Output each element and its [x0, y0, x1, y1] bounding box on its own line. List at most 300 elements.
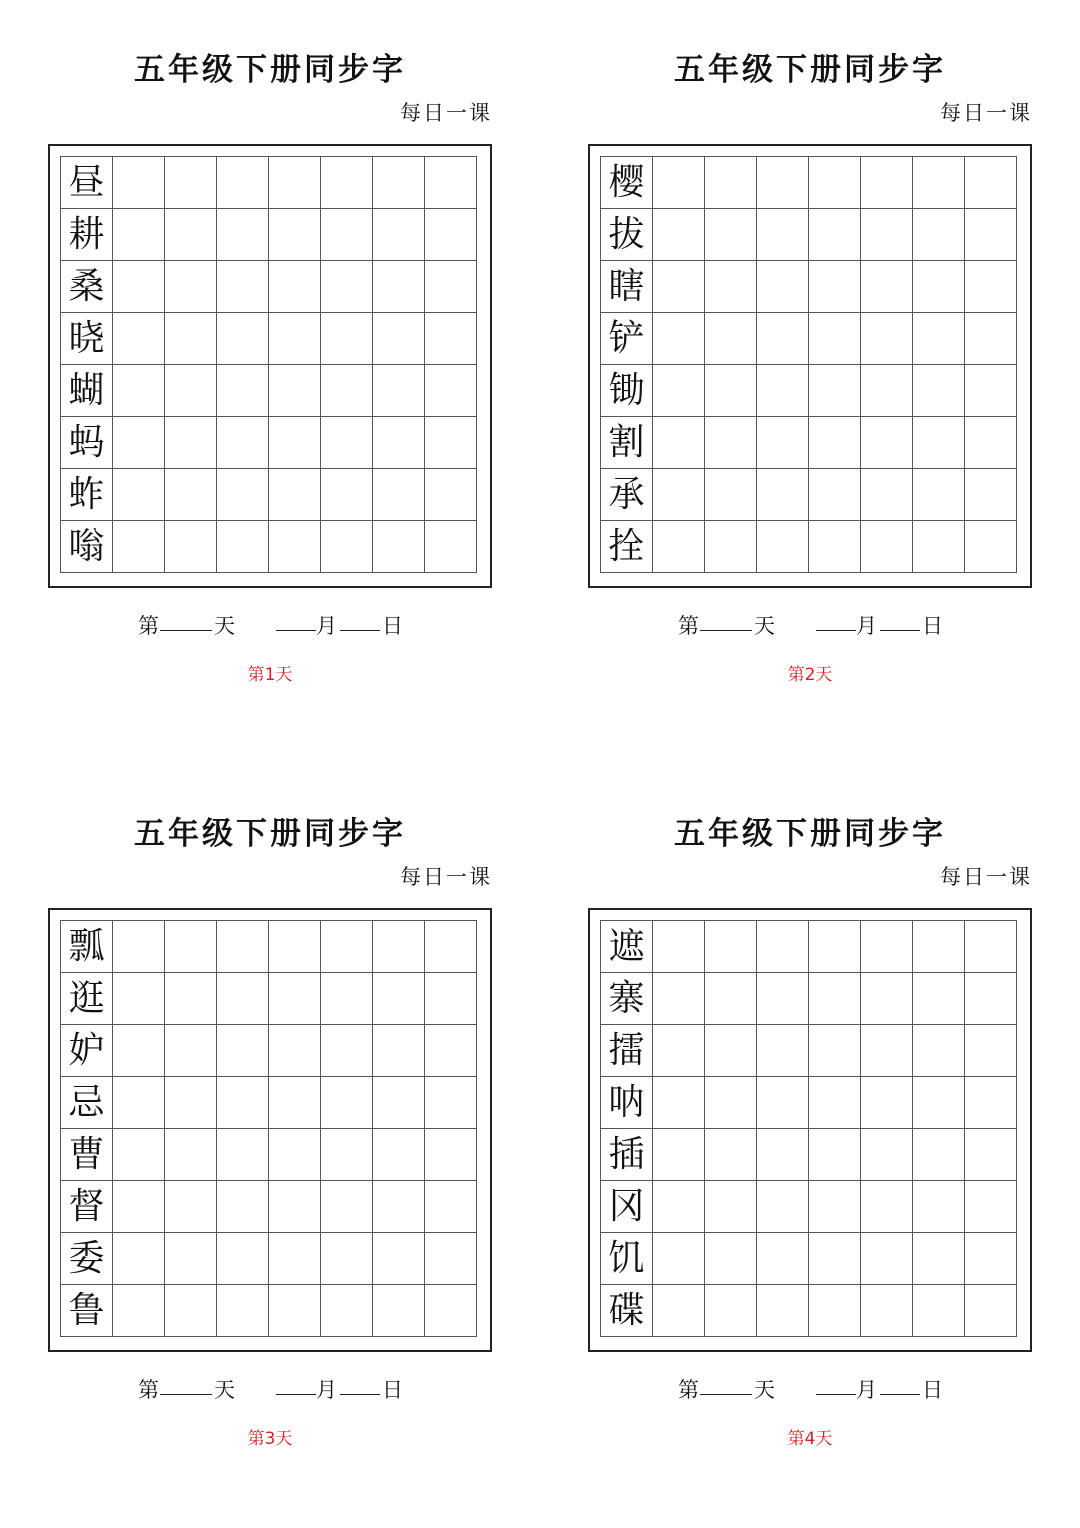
writing-cell[interactable]: [653, 209, 705, 261]
writing-cell[interactable]: [913, 973, 965, 1025]
writing-cell[interactable]: [113, 209, 165, 261]
writing-cell[interactable]: [113, 521, 165, 573]
writing-cell[interactable]: [653, 1129, 705, 1181]
model-character-cell: [601, 1129, 653, 1181]
writing-cell[interactable]: [757, 157, 809, 209]
model-character-cell: [61, 973, 113, 1025]
writing-cell[interactable]: [373, 1233, 425, 1285]
model-character: 昼: [68, 161, 105, 203]
writing-cell[interactable]: [321, 313, 373, 365]
writing-cell[interactable]: [425, 365, 477, 417]
model-character-cell: [601, 1077, 653, 1129]
day-number-blank[interactable]: [700, 1372, 752, 1395]
writing-cell[interactable]: [321, 921, 373, 973]
writing-cell[interactable]: [913, 313, 965, 365]
writing-cell[interactable]: [757, 521, 809, 573]
writing-cell[interactable]: [217, 1025, 269, 1077]
writing-cell[interactable]: [653, 261, 705, 313]
writing-cell[interactable]: [653, 1233, 705, 1285]
month-blank[interactable]: [276, 1372, 316, 1395]
date-di-label: 第: [138, 614, 159, 638]
writing-cell[interactable]: [861, 261, 913, 313]
writing-cell[interactable]: [809, 1181, 861, 1233]
writing-cell[interactable]: [705, 921, 757, 973]
writing-cell[interactable]: [757, 417, 809, 469]
month-blank[interactable]: [816, 608, 856, 631]
writing-cell[interactable]: [217, 1181, 269, 1233]
writing-cell[interactable]: [373, 417, 425, 469]
date-yue-label: 月: [856, 1378, 877, 1402]
writing-cell[interactable]: [965, 1285, 1017, 1337]
sheet-subtitle: 每日一课: [940, 101, 1032, 125]
day-blank[interactable]: [340, 1372, 380, 1395]
writing-cell[interactable]: [705, 1233, 757, 1285]
writing-cell[interactable]: [217, 1129, 269, 1181]
writing-cell[interactable]: [321, 521, 373, 573]
writing-cell[interactable]: [757, 313, 809, 365]
writing-cell[interactable]: [321, 261, 373, 313]
writing-cell[interactable]: [165, 1181, 217, 1233]
model-character-cell: [61, 1233, 113, 1285]
model-character-cell: [61, 261, 113, 313]
writing-cell[interactable]: [269, 1233, 321, 1285]
writing-cell[interactable]: [269, 921, 321, 973]
writing-cell[interactable]: [705, 469, 757, 521]
writing-cell[interactable]: [757, 469, 809, 521]
writing-cell[interactable]: [165, 1025, 217, 1077]
worksheet-day-2: [540, 0, 1080, 764]
writing-cell[interactable]: [269, 209, 321, 261]
writing-cell[interactable]: [425, 973, 477, 1025]
writing-cell[interactable]: [113, 1077, 165, 1129]
writing-cell[interactable]: [965, 1129, 1017, 1181]
writing-cell[interactable]: [113, 157, 165, 209]
writing-cell[interactable]: [269, 157, 321, 209]
writing-cell[interactable]: [425, 417, 477, 469]
sheet-subtitle: 每日一课: [940, 865, 1032, 889]
model-character-cell: [601, 1233, 653, 1285]
writing-cell[interactable]: [705, 1181, 757, 1233]
writing-cell[interactable]: [757, 973, 809, 1025]
writing-cell[interactable]: [965, 209, 1017, 261]
writing-cell[interactable]: [113, 1025, 165, 1077]
writing-cell[interactable]: [321, 1025, 373, 1077]
writing-cell[interactable]: [113, 1129, 165, 1181]
date-tian-label: 天: [754, 614, 775, 638]
day-blank[interactable]: [880, 1372, 920, 1395]
writing-cell[interactable]: [965, 973, 1017, 1025]
writing-cell[interactable]: [653, 1025, 705, 1077]
writing-cell[interactable]: [861, 973, 913, 1025]
month-blank[interactable]: [276, 608, 316, 631]
day-label: 第3天: [247, 1429, 293, 1449]
writing-cell[interactable]: [913, 921, 965, 973]
writing-cell[interactable]: [373, 261, 425, 313]
writing-cell[interactable]: [165, 261, 217, 313]
model-character-cell: [601, 1181, 653, 1233]
writing-cell[interactable]: [269, 1077, 321, 1129]
writing-cell[interactable]: [913, 521, 965, 573]
writing-cell[interactable]: [653, 365, 705, 417]
writing-cell[interactable]: [653, 157, 705, 209]
writing-cell[interactable]: [861, 521, 913, 573]
writing-cell[interactable]: [757, 1025, 809, 1077]
writing-cell[interactable]: [809, 1233, 861, 1285]
writing-cell[interactable]: [757, 365, 809, 417]
date-ri-label: 日: [922, 614, 943, 638]
writing-cell[interactable]: [217, 521, 269, 573]
writing-cell[interactable]: [425, 921, 477, 973]
writing-cell[interactable]: [705, 417, 757, 469]
writing-cell[interactable]: [113, 261, 165, 313]
month-blank[interactable]: [816, 1372, 856, 1395]
writing-cell[interactable]: [965, 261, 1017, 313]
model-character-cell: [61, 521, 113, 573]
writing-cell[interactable]: [165, 365, 217, 417]
writing-cell[interactable]: [757, 1077, 809, 1129]
writing-cell[interactable]: [425, 1077, 477, 1129]
writing-cell[interactable]: [861, 157, 913, 209]
writing-cell[interactable]: [425, 157, 477, 209]
writing-cell[interactable]: [373, 469, 425, 521]
writing-cell[interactable]: [965, 417, 1017, 469]
writing-cell[interactable]: [269, 365, 321, 417]
writing-cell[interactable]: [113, 365, 165, 417]
writing-cell[interactable]: [653, 973, 705, 1025]
writing-cell[interactable]: [113, 1233, 165, 1285]
model-character: 嗡: [68, 525, 105, 567]
writing-cell[interactable]: [809, 973, 861, 1025]
writing-cell[interactable]: [425, 469, 477, 521]
writing-cell[interactable]: [653, 417, 705, 469]
writing-cell[interactable]: [217, 973, 269, 1025]
writing-cell[interactable]: [653, 1285, 705, 1337]
writing-cell[interactable]: [705, 521, 757, 573]
model-character: 遮: [608, 925, 645, 967]
writing-cell[interactable]: [705, 313, 757, 365]
writing-cell[interactable]: [165, 209, 217, 261]
model-character: 忌: [68, 1081, 105, 1123]
writing-cell[interactable]: [425, 521, 477, 573]
worksheet-day-3: [0, 764, 540, 1528]
date-ri-label: 日: [382, 614, 403, 638]
writing-cell[interactable]: [965, 1025, 1017, 1077]
writing-cell[interactable]: [113, 1181, 165, 1233]
writing-cell[interactable]: [913, 1233, 965, 1285]
writing-cell[interactable]: [913, 1025, 965, 1077]
writing-cell[interactable]: [373, 365, 425, 417]
writing-cell[interactable]: [965, 921, 1017, 973]
day-blank[interactable]: [880, 608, 920, 631]
writing-cell[interactable]: [965, 157, 1017, 209]
date-tian-label: 天: [214, 1378, 235, 1402]
writing-cell[interactable]: [705, 157, 757, 209]
writing-cell[interactable]: [321, 417, 373, 469]
model-character-cell: [601, 521, 653, 573]
writing-cell[interactable]: [321, 1181, 373, 1233]
writing-cell[interactable]: [913, 157, 965, 209]
writing-cell[interactable]: [425, 1285, 477, 1337]
model-character: 委: [68, 1237, 105, 1279]
writing-cell[interactable]: [861, 1285, 913, 1337]
writing-cell[interactable]: [165, 921, 217, 973]
writing-cell[interactable]: [861, 417, 913, 469]
writing-cell[interactable]: [861, 313, 913, 365]
model-character-cell: [61, 313, 113, 365]
writing-cell[interactable]: [373, 1077, 425, 1129]
writing-cell[interactable]: [165, 469, 217, 521]
writing-cell[interactable]: [373, 921, 425, 973]
date-yue-label: 月: [316, 614, 337, 638]
writing-cell[interactable]: [705, 1025, 757, 1077]
writing-cell[interactable]: [757, 209, 809, 261]
writing-cell[interactable]: [269, 1129, 321, 1181]
writing-cell[interactable]: [425, 1181, 477, 1233]
writing-cell[interactable]: [373, 973, 425, 1025]
writing-cell[interactable]: [217, 365, 269, 417]
sheet-title: 五年级下册同步字: [134, 52, 406, 88]
model-character: 曹: [68, 1133, 105, 1175]
writing-cell[interactable]: [321, 1077, 373, 1129]
writing-cell[interactable]: [809, 313, 861, 365]
writing-cell[interactable]: [757, 1129, 809, 1181]
writing-cell[interactable]: [425, 261, 477, 313]
writing-cell[interactable]: [165, 1129, 217, 1181]
writing-cell[interactable]: [217, 469, 269, 521]
practice-grid: [60, 920, 477, 1337]
writing-cell[interactable]: [861, 1077, 913, 1129]
writing-cell[interactable]: [217, 921, 269, 973]
model-character: 拴: [608, 525, 645, 567]
writing-cell[interactable]: [861, 1025, 913, 1077]
writing-cell[interactable]: [913, 1181, 965, 1233]
writing-cell[interactable]: [809, 921, 861, 973]
writing-cell[interactable]: [913, 1129, 965, 1181]
writing-cell[interactable]: [653, 1181, 705, 1233]
writing-cell[interactable]: [705, 1077, 757, 1129]
day-label: 第1天: [247, 665, 293, 685]
writing-cell[interactable]: [653, 921, 705, 973]
model-character-cell: [601, 157, 653, 209]
model-character-cell: [601, 921, 653, 973]
writing-cell[interactable]: [965, 1181, 1017, 1233]
writing-cell[interactable]: [861, 1181, 913, 1233]
writing-cell[interactable]: [653, 313, 705, 365]
writing-cell[interactable]: [321, 365, 373, 417]
model-character: 耕: [68, 213, 105, 255]
model-character-cell: [61, 1285, 113, 1337]
practice-grid-frame: [588, 144, 1032, 588]
writing-cell[interactable]: [373, 157, 425, 209]
writing-cell[interactable]: [373, 521, 425, 573]
writing-cell[interactable]: [113, 417, 165, 469]
writing-cell[interactable]: [809, 261, 861, 313]
writing-cell[interactable]: [269, 261, 321, 313]
writing-cell[interactable]: [809, 1025, 861, 1077]
model-character-cell: [61, 1181, 113, 1233]
writing-cell[interactable]: [653, 521, 705, 573]
practice-grid: [60, 156, 477, 573]
writing-cell[interactable]: [705, 973, 757, 1025]
writing-cell[interactable]: [217, 1285, 269, 1337]
writing-cell[interactable]: [217, 313, 269, 365]
sheet-title: 五年级下册同步字: [134, 816, 406, 852]
model-character-cell: [61, 921, 113, 973]
writing-cell[interactable]: [165, 157, 217, 209]
writing-cell[interactable]: [425, 209, 477, 261]
writing-cell[interactable]: [913, 417, 965, 469]
practice-grid-frame: [48, 144, 492, 588]
writing-cell[interactable]: [321, 973, 373, 1025]
writing-cell[interactable]: [165, 1233, 217, 1285]
writing-cell[interactable]: [913, 261, 965, 313]
writing-cell[interactable]: [913, 209, 965, 261]
day-number-blank[interactable]: [160, 608, 212, 631]
writing-cell[interactable]: [809, 1077, 861, 1129]
writing-cell[interactable]: [321, 1285, 373, 1337]
writing-cell[interactable]: [913, 469, 965, 521]
writing-cell[interactable]: [217, 1077, 269, 1129]
model-character: 插: [608, 1133, 645, 1175]
practice-grid: [600, 156, 1017, 573]
writing-cell[interactable]: [809, 157, 861, 209]
writing-cell[interactable]: [705, 261, 757, 313]
model-character-cell: [61, 157, 113, 209]
writing-cell[interactable]: [165, 973, 217, 1025]
writing-cell[interactable]: [321, 209, 373, 261]
writing-cell[interactable]: [269, 1181, 321, 1233]
writing-cell[interactable]: [217, 1233, 269, 1285]
writing-cell[interactable]: [809, 1129, 861, 1181]
writing-cell[interactable]: [269, 1025, 321, 1077]
writing-cell[interactable]: [373, 209, 425, 261]
writing-cell[interactable]: [269, 973, 321, 1025]
writing-cell[interactable]: [269, 521, 321, 573]
model-character-cell: [601, 469, 653, 521]
writing-cell[interactable]: [861, 469, 913, 521]
model-character: 呐: [608, 1081, 645, 1123]
writing-cell[interactable]: [705, 365, 757, 417]
writing-cell[interactable]: [809, 365, 861, 417]
writing-cell[interactable]: [165, 417, 217, 469]
model-character: 蚱: [68, 473, 105, 515]
writing-cell[interactable]: [809, 469, 861, 521]
writing-cell[interactable]: [217, 209, 269, 261]
model-character: 鲁: [68, 1289, 105, 1331]
writing-cell[interactable]: [113, 313, 165, 365]
sheet-title: 五年级下册同步字: [674, 52, 946, 88]
writing-cell[interactable]: [269, 417, 321, 469]
writing-cell[interactable]: [965, 1077, 1017, 1129]
writing-cell[interactable]: [373, 1181, 425, 1233]
writing-cell[interactable]: [757, 1285, 809, 1337]
day-number-blank[interactable]: [160, 1372, 212, 1395]
writing-cell[interactable]: [269, 313, 321, 365]
writing-cell[interactable]: [861, 209, 913, 261]
writing-cell[interactable]: [373, 1025, 425, 1077]
writing-cell[interactable]: [373, 1129, 425, 1181]
practice-grid-frame: [48, 908, 492, 1352]
writing-cell[interactable]: [165, 313, 217, 365]
writing-cell[interactable]: [425, 313, 477, 365]
writing-cell[interactable]: [321, 1129, 373, 1181]
model-character-cell: [601, 973, 653, 1025]
writing-cell[interactable]: [757, 1233, 809, 1285]
model-character: 擂: [608, 1029, 645, 1071]
writing-cell[interactable]: [965, 1233, 1017, 1285]
writing-cell[interactable]: [705, 1129, 757, 1181]
writing-cell[interactable]: [913, 1077, 965, 1129]
writing-cell[interactable]: [965, 365, 1017, 417]
model-character-cell: [601, 313, 653, 365]
writing-cell[interactable]: [861, 1129, 913, 1181]
writing-cell[interactable]: [809, 209, 861, 261]
writing-cell[interactable]: [757, 261, 809, 313]
writing-cell[interactable]: [165, 521, 217, 573]
writing-cell[interactable]: [913, 365, 965, 417]
writing-cell[interactable]: [809, 1285, 861, 1337]
writing-cell[interactable]: [113, 921, 165, 973]
writing-cell[interactable]: [861, 1233, 913, 1285]
model-character-cell: [61, 417, 113, 469]
writing-cell[interactable]: [965, 469, 1017, 521]
model-character: 桑: [68, 265, 105, 307]
model-character: 铲: [608, 317, 645, 359]
writing-cell[interactable]: [217, 261, 269, 313]
writing-cell[interactable]: [217, 157, 269, 209]
writing-cell[interactable]: [165, 1285, 217, 1337]
writing-cell[interactable]: [861, 365, 913, 417]
model-character: 锄: [608, 369, 645, 411]
writing-cell[interactable]: [653, 469, 705, 521]
writing-cell[interactable]: [269, 469, 321, 521]
model-character-cell: [61, 209, 113, 261]
model-character: 碟: [608, 1289, 645, 1331]
writing-cell[interactable]: [321, 469, 373, 521]
model-character-cell: [61, 365, 113, 417]
writing-cell[interactable]: [217, 417, 269, 469]
writing-cell[interactable]: [269, 1285, 321, 1337]
day-label: 第4天: [787, 1429, 833, 1449]
writing-cell[interactable]: [425, 1129, 477, 1181]
writing-cell[interactable]: [165, 1077, 217, 1129]
model-character: 晓: [68, 317, 105, 359]
writing-cell[interactable]: [425, 1025, 477, 1077]
writing-cell[interactable]: [965, 313, 1017, 365]
writing-cell[interactable]: [705, 209, 757, 261]
writing-cell[interactable]: [653, 1077, 705, 1129]
writing-cell[interactable]: [425, 1233, 477, 1285]
writing-cell[interactable]: [321, 1233, 373, 1285]
day-number-blank[interactable]: [700, 608, 752, 631]
writing-cell[interactable]: [113, 973, 165, 1025]
writing-cell[interactable]: [113, 1285, 165, 1337]
writing-cell[interactable]: [113, 469, 165, 521]
writing-cell[interactable]: [965, 521, 1017, 573]
writing-cell[interactable]: [809, 417, 861, 469]
writing-cell[interactable]: [757, 1181, 809, 1233]
writing-cell[interactable]: [705, 1285, 757, 1337]
writing-cell[interactable]: [373, 1285, 425, 1337]
writing-cell[interactable]: [757, 921, 809, 973]
writing-cell[interactable]: [861, 921, 913, 973]
writing-cell[interactable]: [809, 521, 861, 573]
writing-cell[interactable]: [373, 313, 425, 365]
writing-cell[interactable]: [321, 157, 373, 209]
model-character: 蝴: [68, 369, 105, 411]
writing-cell[interactable]: [913, 1285, 965, 1337]
day-blank[interactable]: [340, 608, 380, 631]
